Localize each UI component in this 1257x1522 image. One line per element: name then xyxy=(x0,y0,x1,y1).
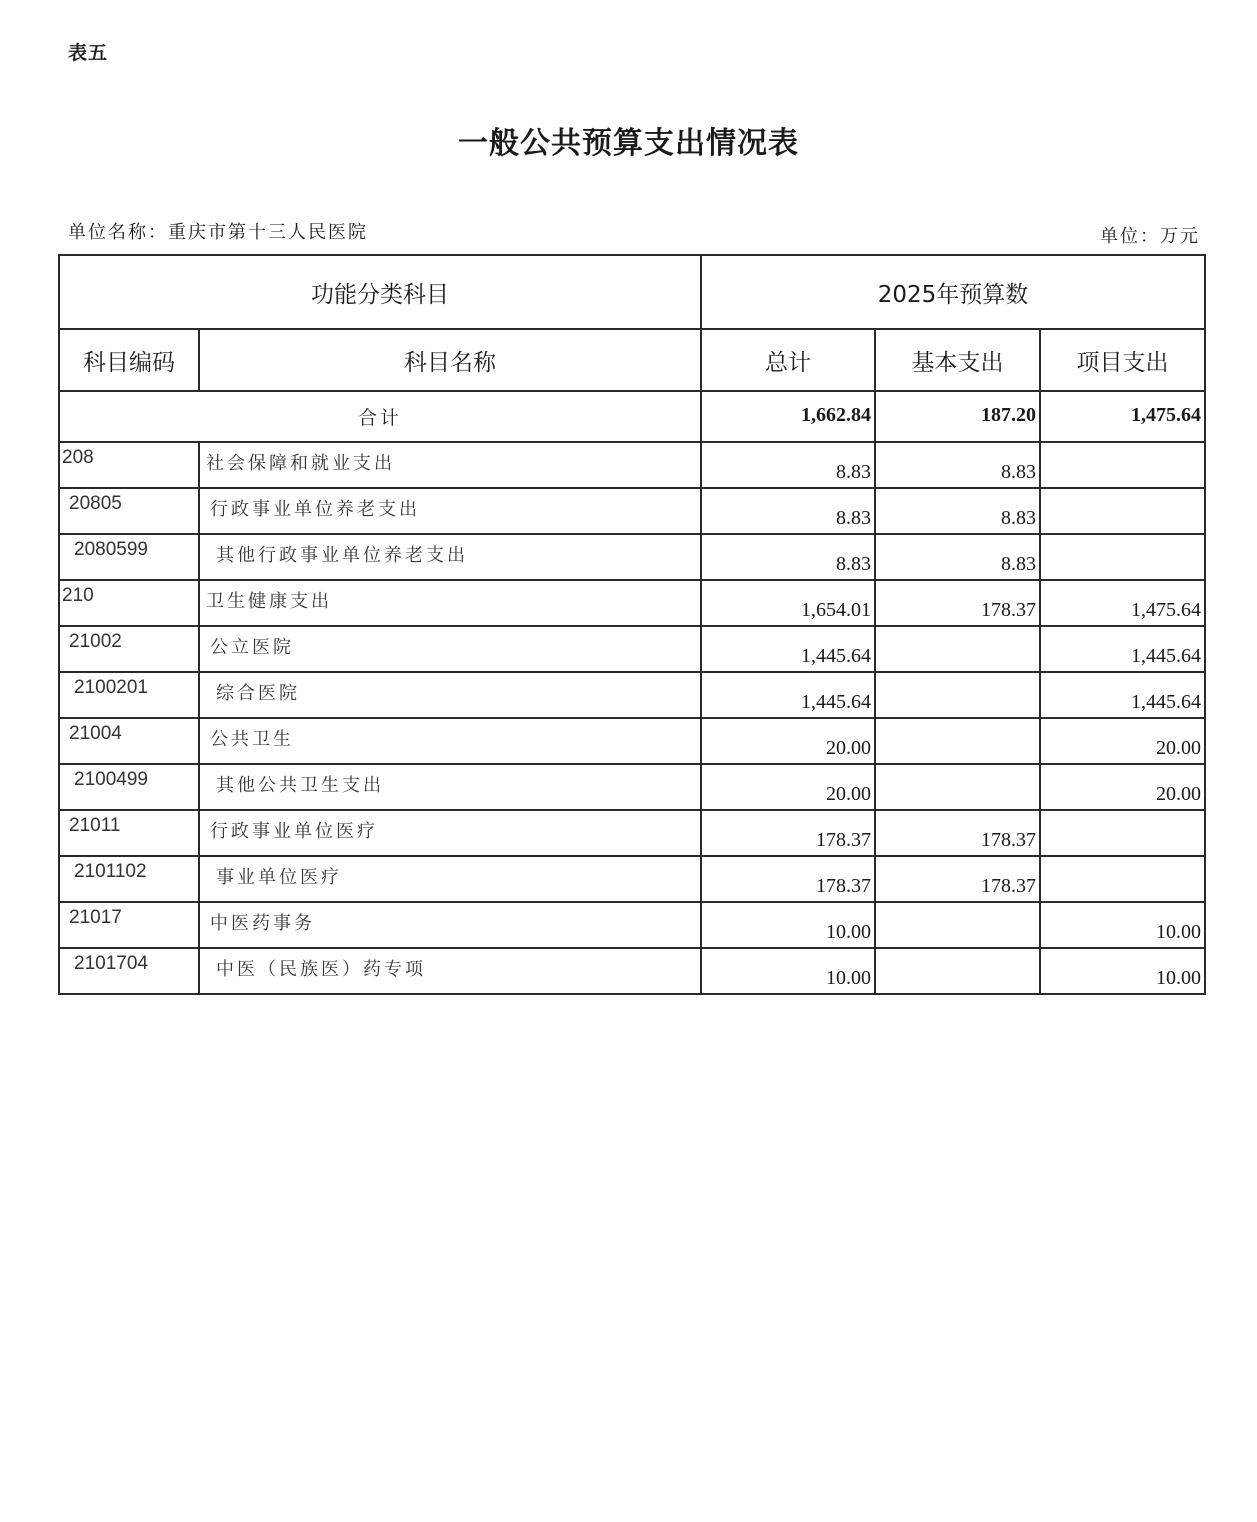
row-basic: 178.37 xyxy=(875,580,1040,626)
row-project xyxy=(1040,442,1205,488)
row-project: 1,445.64 xyxy=(1040,626,1205,672)
row-basic: 8.83 xyxy=(875,488,1040,534)
row-name: 其他公共卫生支出 xyxy=(199,764,701,810)
row-project xyxy=(1040,810,1205,856)
row-name: 综合医院 xyxy=(199,672,701,718)
header-project: 项目支出 xyxy=(1040,329,1205,391)
table-row xyxy=(59,442,1205,488)
row-project: 1,475.64 xyxy=(1040,580,1205,626)
row-code: 208 xyxy=(59,442,199,488)
row-total: 1,445.64 xyxy=(701,672,875,718)
row-code: 210 xyxy=(59,580,199,626)
row-total: 8.83 xyxy=(701,488,875,534)
row-code: 20805 xyxy=(59,488,199,534)
row-total: 178.37 xyxy=(701,810,875,856)
table-row xyxy=(59,948,1205,994)
unit-name: 单位名称：重庆市第十三人民医院 xyxy=(68,222,368,243)
row-project: 20.00 xyxy=(1040,764,1205,810)
row-name: 其他行政事业单位养老支出 xyxy=(199,534,701,580)
row-total: 178.37 xyxy=(701,856,875,902)
row-project: 20.00 xyxy=(1040,718,1205,764)
header-basic: 基本支出 xyxy=(875,329,1040,391)
total-project: 1,475.64 xyxy=(1040,391,1205,442)
row-basic: 178.37 xyxy=(875,810,1040,856)
total-basic: 187.20 xyxy=(875,391,1040,442)
row-code: 2101704 xyxy=(59,948,199,994)
row-total: 10.00 xyxy=(701,948,875,994)
table-row xyxy=(59,718,1205,764)
page-title: 一般公共预算支出情况表 xyxy=(458,126,799,161)
row-project: 10.00 xyxy=(1040,902,1205,948)
row-name: 中医（民族医）药专项 xyxy=(199,948,701,994)
row-basic xyxy=(875,902,1040,948)
row-code: 21004 xyxy=(59,718,199,764)
row-code: 2101102 xyxy=(59,856,199,902)
row-total: 8.83 xyxy=(701,442,875,488)
row-basic: 178.37 xyxy=(875,856,1040,902)
table-row xyxy=(59,626,1205,672)
header-code: 科目编码 xyxy=(59,329,199,391)
row-code: 21002 xyxy=(59,626,199,672)
table-row xyxy=(59,672,1205,718)
table-row xyxy=(59,764,1205,810)
total-total: 1,662.84 xyxy=(701,391,875,442)
row-project: 1,445.64 xyxy=(1040,672,1205,718)
row-basic xyxy=(875,626,1040,672)
total-row xyxy=(59,391,1205,442)
budget-table xyxy=(58,254,1206,995)
table-row xyxy=(59,810,1205,856)
row-name: 事业单位医疗 xyxy=(199,856,701,902)
row-total: 1,654.01 xyxy=(701,580,875,626)
table-row xyxy=(59,534,1205,580)
header-total: 总计 xyxy=(701,329,875,391)
group-header-row xyxy=(59,255,1205,329)
total-label: 合计 xyxy=(59,391,701,442)
row-project: 10.00 xyxy=(1040,948,1205,994)
row-code: 2100499 xyxy=(59,764,199,810)
row-name: 公共卫生 xyxy=(199,718,701,764)
table-body xyxy=(59,442,1205,994)
row-basic: 8.83 xyxy=(875,534,1040,580)
table-number: 表五 xyxy=(68,42,109,64)
row-basic xyxy=(875,764,1040,810)
row-total: 8.83 xyxy=(701,534,875,580)
row-name: 行政事业单位养老支出 xyxy=(199,488,701,534)
row-basic xyxy=(875,718,1040,764)
row-name: 卫生健康支出 xyxy=(199,580,701,626)
column-header-row xyxy=(59,329,1205,391)
row-basic xyxy=(875,948,1040,994)
header-name: 科目名称 xyxy=(199,329,701,391)
row-code: 2100201 xyxy=(59,672,199,718)
row-basic: 8.83 xyxy=(875,442,1040,488)
unit-label: 单位：万元 xyxy=(1100,226,1200,247)
row-name: 公立医院 xyxy=(199,626,701,672)
row-project xyxy=(1040,488,1205,534)
table-row xyxy=(59,580,1205,626)
row-total: 10.00 xyxy=(701,902,875,948)
row-project xyxy=(1040,534,1205,580)
row-code: 2080599 xyxy=(59,534,199,580)
table-row xyxy=(59,902,1205,948)
table-row xyxy=(59,488,1205,534)
row-name: 行政事业单位医疗 xyxy=(199,810,701,856)
row-code: 21017 xyxy=(59,902,199,948)
row-total: 20.00 xyxy=(701,764,875,810)
row-total: 20.00 xyxy=(701,718,875,764)
row-name: 社会保障和就业支出 xyxy=(199,442,701,488)
row-basic xyxy=(875,672,1040,718)
row-code: 21011 xyxy=(59,810,199,856)
header-category: 功能分类科目 xyxy=(59,255,701,329)
row-name: 中医药事务 xyxy=(199,902,701,948)
row-total: 1,445.64 xyxy=(701,626,875,672)
header-budget: 2025年预算数 xyxy=(701,255,1205,329)
row-project xyxy=(1040,856,1205,902)
table-row xyxy=(59,856,1205,902)
